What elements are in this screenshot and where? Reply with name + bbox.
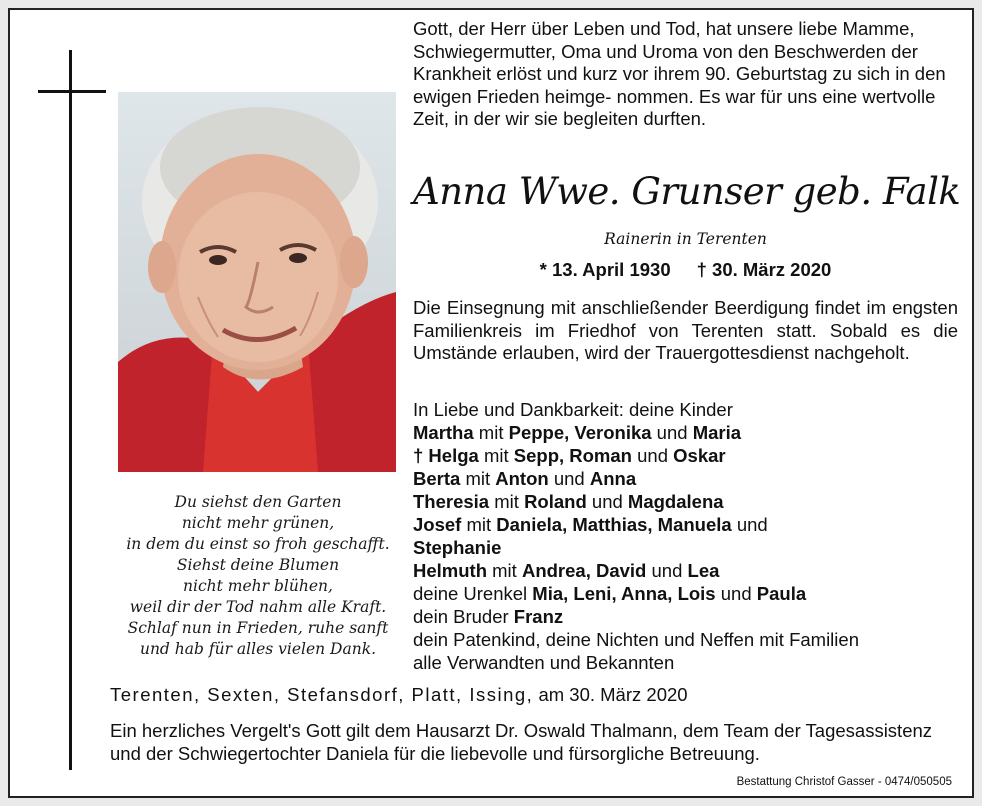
poem-line: in dem du einst so froh geschafft. <box>126 535 390 553</box>
family-line <box>413 582 958 605</box>
family-connector: und <box>646 560 688 581</box>
family-name: Mia, Leni, Anna, Lois <box>532 583 716 604</box>
poem-line: Du siehst den Garten <box>174 493 342 511</box>
family-line <box>413 467 958 490</box>
family-connector: mit <box>460 468 496 489</box>
family-line <box>413 444 958 467</box>
family-connector: deine Urenkel <box>413 583 533 604</box>
family-name: † Helga <box>413 445 479 466</box>
cross-icon <box>69 50 72 770</box>
family-name: Paula <box>756 583 807 604</box>
family-name: Anton <box>495 468 549 489</box>
family-connector: mit <box>461 514 497 535</box>
family-name: Roland <box>524 491 587 512</box>
family-connector: mit <box>473 422 509 443</box>
family-name: Magdalena <box>627 491 724 512</box>
notice-date: am 30. März 2020 <box>533 684 688 705</box>
poem-line: Schlaf nun in Frieden, ruhe sanft <box>127 619 389 637</box>
family-connector: und <box>586 491 628 512</box>
family-name: Maria <box>692 422 742 443</box>
funeral-notice: Die Einsegnung mit anschließender Beerdigung findet im engsten Familienkreis im Friedhof von Terenten statt. Sobald es die Umstände erlauben, wird der Trauergottesdienst nachgeholt. <box>413 297 958 363</box>
family-line <box>413 513 958 536</box>
poem-line: weil dir der Tod nahm alle Kraft. <box>129 598 387 616</box>
family-name: Anna <box>589 468 637 489</box>
family-connector: und <box>715 583 757 604</box>
family-name: Oskar <box>673 445 726 466</box>
family-name: Theresia <box>413 491 490 512</box>
family-name: Martha <box>413 422 474 443</box>
family-name: Helmuth <box>413 560 487 581</box>
family-connector: mit <box>489 491 525 512</box>
family-name: Andrea, David <box>521 560 647 581</box>
family-connector: und <box>651 422 693 443</box>
portrait-photo <box>118 92 396 472</box>
family-line <box>413 421 958 444</box>
place-date-line <box>110 684 688 706</box>
cross-icon-bar <box>38 90 106 93</box>
undertaker-credit: Bestattung Christof Gasser - 0474/050505 <box>736 776 952 788</box>
deceased-subtitle: Rainerin in Terenten <box>604 230 767 248</box>
family-name: Lea <box>687 560 720 581</box>
death-date: † 30. März 2020 <box>696 259 832 280</box>
family-connector: und <box>548 468 590 489</box>
family-connector: und <box>731 514 768 535</box>
poem-line: und hab für alles vielen Dank. <box>139 640 377 658</box>
family-connector: mit <box>487 560 522 581</box>
family-line <box>413 490 958 513</box>
family-list <box>413 398 958 674</box>
family-name: Sepp, Roman <box>513 445 632 466</box>
family-name: Berta <box>413 468 461 489</box>
intro-text: Gott, der Herr über Leben und Tod, hat unsere liebe Mamme, Schwiegermutter, Oma und Uroma von den Beschwerden der Krankheit erlöst und kurz vor ihrem 90. Geburtstag zu sich in den ewigen Frieden heimge- nommen. Es war für uns eine wertvolle Zeit, in der wir sie begleiten durften. <box>413 18 946 129</box>
family-connector: mit <box>478 445 514 466</box>
family-line <box>413 605 958 628</box>
family-line: dein Patenkind, deine Nichten und Neffen mit Familien <box>413 629 859 650</box>
portrait-illustration <box>118 92 396 472</box>
family-intro: In Liebe und Dankbarkeit: deine Kinder <box>413 399 733 420</box>
memorial-poem <box>120 492 396 660</box>
poem-line: Siehst deine Blumen <box>176 556 340 574</box>
places: Terenten, Sexten, Stefansdorf, Platt, Issing, <box>110 684 534 705</box>
poem-line: nicht mehr grünen, <box>181 514 335 532</box>
family-connector: dein Bruder <box>413 606 514 627</box>
family-line: Stephanie <box>413 537 502 558</box>
birth-date: * 13. April 1930 <box>539 259 671 280</box>
family-name: Daniela, Matthias, Manuela <box>496 514 732 535</box>
family-line <box>413 559 958 582</box>
family-name: Peppe, Veronika <box>508 422 652 443</box>
family-connector: und <box>631 445 674 466</box>
family-name: Josef <box>413 514 462 535</box>
family-line: alle Verwandten und Bekannten <box>413 652 675 673</box>
life-dates <box>413 259 958 281</box>
deceased-name: Anna Wwe. Grunser geb. Falk <box>413 170 961 213</box>
family-name: Franz <box>513 606 564 627</box>
thanks-text: Ein herzliches Vergelt's Gott gilt dem Hausarzt Dr. Oswald Thalmann, dem Team der Tagesassistenz und der Schwiegertochter Daniela für die liebevolle und fürsorgliche Betreuung. <box>110 720 933 764</box>
poem-line: nicht mehr blühen, <box>183 577 333 595</box>
